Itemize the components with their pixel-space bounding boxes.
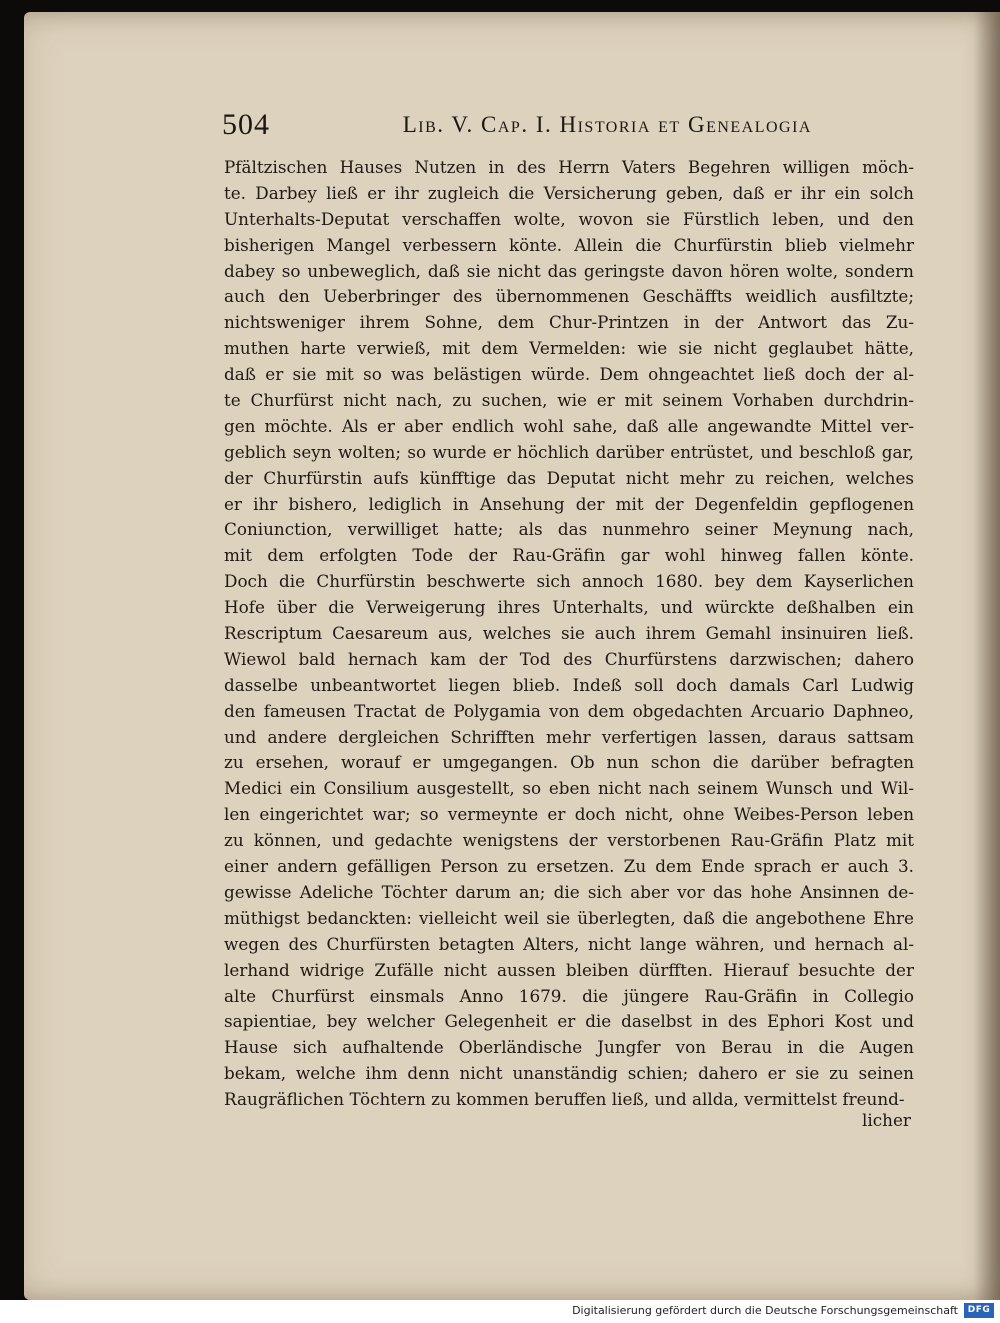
text-line: muthen harte verwieß, mit dem Vermelden: wie sie nicht geglaubet hätte, xyxy=(224,338,914,359)
text-line: Doch die Churfürstin beschwerte sich annoch 1680. bey dem Kayserlichen xyxy=(224,571,914,592)
text-line: Coniunction, verwilliget hatte; als das nunmehro seiner Meynung nach, xyxy=(224,519,914,540)
text-line: nichtsweniger ihrem Sohne, dem Chur-Printzen in der Antwort das Zu- xyxy=(224,312,914,333)
text-line: Hause sich aufhaltende Oberländische Jungfer von Berau in die Augen xyxy=(224,1037,914,1058)
text-line: den fameusen Tractat de Polygamia von dem obgedachten Arcuario Daphneo, xyxy=(224,700,914,721)
text-line: gen möchte. Als er aber endlich wohl sahe, daß alle angewandte Mittel ver- xyxy=(224,415,914,436)
text-line: er ihr bishero, lediglich in Ansehung der mit der Degenfeldin gepflogenen xyxy=(224,493,914,514)
text-line: zu ersehen, worauf er umgegangen. Ob nun schon die darüber befragten xyxy=(224,752,914,773)
page-gutter-shadow xyxy=(974,12,1000,1300)
text-line: Unterhalts-Deputat verschaffen wolte, wovon sie Fürstlich leben, und den xyxy=(224,208,914,229)
text-line: bisherigen Mangel verbessern könte. Allein die Churfürstin blieb vielmehr xyxy=(224,234,914,255)
funding-credit: Digitalisierung gefördert durch die Deutsche Forschungsgemeinschaft xyxy=(572,1304,958,1317)
text-line: Wiewol bald hernach kam der Tod des Churfürstens darzwischen; dahero xyxy=(224,648,914,669)
text-line: Raugräflichen Töchtern zu kommen beruffen ließ, und allda, vermittelst freund- xyxy=(224,1089,905,1110)
running-head: Lib. V. Cap. I. Historia et Genealogia xyxy=(402,112,812,137)
text-line: mit dem erfolgten Tode der Rau-Gräfin gar wohl hinweg fallen könte. xyxy=(224,545,914,566)
footer-bar xyxy=(0,1300,1000,1323)
text-line: alte Churfürst einsmals Anno 1679. die jüngere Rau-Gräfin in Collegio xyxy=(224,985,914,1006)
text-line: der Churfürstin aufs künfftige das Deputat nicht mehr zu reichen, welches xyxy=(224,467,914,488)
text-line: Pfältzischen Hauses Nutzen in des Herrn Vaters Begehren willigen möch- xyxy=(224,157,914,177)
text-line: auch den Ueberbringer des übernommenen Geschäffts weidlich ausfiltzte; xyxy=(224,286,914,307)
text-line: lerhand widrige Zufälle nicht aussen bleiben dürfften. Hierauf besuchte der xyxy=(224,959,914,980)
text-line: geblich seyn wolten; so wurde er höchlich darüber entrüstet, und beschloß gar, xyxy=(224,441,914,462)
page-number: 504 xyxy=(222,108,270,141)
text-line: wegen des Churfürsten betagten Alters, nicht lange währen, und hernach al- xyxy=(224,933,914,954)
text-line: zu können, und gedachte wenigstens der verstorbenen Rau-Gräfin Platz mit xyxy=(224,830,914,851)
text-line: Rescriptum Caesareum aus, welches sie auch ihrem Gemahl insinuiren ließ. xyxy=(224,623,914,644)
text-line: sapientiae, bey welcher Gelegenheit er die daselbst in des Ephori Kost und xyxy=(224,1011,914,1032)
body-text xyxy=(224,155,914,1113)
text-line: Medici ein Consilium ausgestellt, so eben nicht nach seinem Wunsch und Wil- xyxy=(224,778,914,799)
text-line: einer andern gefälligen Person zu ersetzen. Zu dem Ende sprach er auch 3. xyxy=(224,856,914,877)
text-line: daß er sie mit so was belästigen würde. Dem ohngeachtet ließ doch der al- xyxy=(224,364,914,385)
text-line: bekam, welche ihm denn nicht unanständig schien; dahero er sie zu seinen xyxy=(224,1063,914,1084)
page-header xyxy=(222,108,812,148)
catchword: licher xyxy=(862,1110,911,1130)
text-line: dasselbe unbeantwortet liegen blieb. Indeß soll doch damals Carl Ludwig xyxy=(224,674,914,695)
text-line: te Churfürst nicht nach, zu suchen, wie er mit seinem Vorhaben durchdrin- xyxy=(224,390,914,411)
text-line: müthigst bedanckten: vielleicht weil sie überlegten, daß die angebothene Ehre xyxy=(224,907,914,928)
text-line: und andere dergleichen Schrifften mehr verfertigen lassen, daraus sattsam xyxy=(224,726,914,747)
text-line: Hofe über die Verweigerung ihres Unterhalts, und würckte deßhalben ein xyxy=(224,597,914,618)
text-line: len eingerichtet war; so vermeynte er doch nicht, ohne Weibes-Person leben xyxy=(224,804,914,825)
dfg-logo: DFG xyxy=(964,1303,994,1318)
text-line: gewisse Adeliche Töchter darum an; die sich aber vor das hohe Ansinnen de- xyxy=(224,881,914,902)
text-line: dabey so unbeweglich, daß sie nicht das geringste davon hören wolte, sondern xyxy=(224,260,914,281)
text-line: te. Darbey ließ er ihr zugleich die Versicherung geben, daß er ihr ein solch xyxy=(224,182,914,203)
